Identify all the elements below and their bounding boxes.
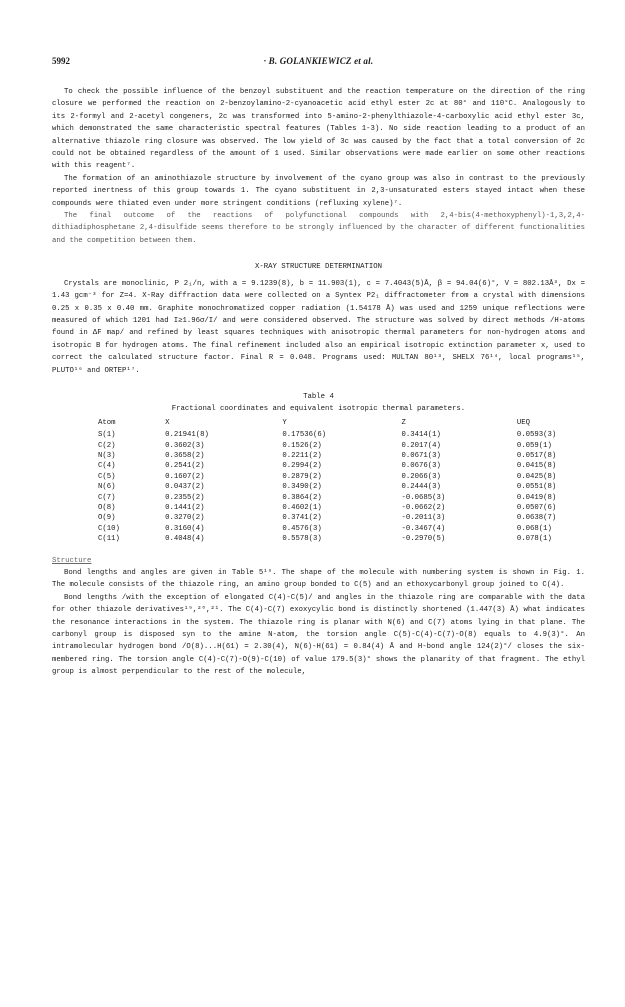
table-row <box>98 534 585 544</box>
table-row <box>98 524 585 534</box>
atom-cell: O(9) <box>98 514 116 523</box>
value-cell: 0.3414(1) <box>401 431 441 440</box>
coordinates-table <box>98 418 585 545</box>
value-cell: -0.0662(2) <box>401 504 446 512</box>
value-cell: 0.2444(3) <box>401 483 441 492</box>
paragraph-benzoyl: To check the possible influence of the benzoyl substituent and the reaction temperature on the direction of the ring closure we performed the reaction on 2-benzoylamino-2-cyanoacetic acid ethyl ester 2c at 80° and 110°C. Analogously to its 2-formyl and 2-acetyl congeners, 2c was transformed into 5-amino-2-phenylthiazole-4-carboxylic acid ethyl ester 3c, which demonstrated the same characteristic spectral features (Tables 1-3). No side reaction leading to a product of an alternative thiazole ring closure was observed. The low yield of 3c was caused by the fact that a total conversion of 2c could not be obtained regardless of the amount of 1 used. Similar observations were made earlier on some other reactions with this reagent⁷. <box>52 88 585 171</box>
value-cell: 0.21941(8) <box>165 431 209 440</box>
value-cell: 0.2211(2) <box>282 451 322 460</box>
value-cell: 0.0437(2) <box>165 483 205 492</box>
value-cell: 0.3741(2) <box>282 514 322 523</box>
table-body <box>98 430 585 544</box>
value-cell: 0.2355(2) <box>165 493 205 502</box>
value-cell: 0.078(1) <box>516 535 552 544</box>
value-cell: 0.1441(2) <box>165 504 205 512</box>
table-row <box>98 503 585 513</box>
value-cell: -0.2970(5) <box>401 535 446 544</box>
column-header: UEQ <box>516 418 530 427</box>
value-cell: 0.2541(2) <box>165 462 205 471</box>
value-cell: 0.3270(2) <box>165 514 205 523</box>
column-header: X <box>165 418 170 427</box>
atom-cell: C(4) <box>98 462 116 471</box>
paragraph-outcome: The final outcome of the reactions of polyfunctional compounds with 2,4-bis(4-methoxyphenyl)-1,3,2,4-dithiadiphosphetane 2,4-disulfide seems therefore to be strongly influenced by the character of different functionalities and the competition between them. <box>52 212 585 245</box>
table-row <box>98 482 585 492</box>
table-title: Fractional coordinates and equivalent isotropic thermal parameters. <box>171 405 466 414</box>
value-cell: 0.3864(2) <box>282 493 322 502</box>
atom-cell: N(6) <box>98 483 116 492</box>
value-cell: 0.4576(3) <box>282 524 322 533</box>
value-cell: -0.3467(4) <box>401 524 446 533</box>
value-cell: 0.2017(4) <box>401 441 441 450</box>
atom-cell: C(5) <box>98 472 116 481</box>
column-header: Atom <box>98 418 116 427</box>
value-cell: 0.2066(3) <box>401 472 441 481</box>
value-cell: 0.0517(8) <box>516 451 557 460</box>
table-row <box>98 430 585 440</box>
table-row <box>98 451 585 461</box>
value-cell: 0.0507(6) <box>516 504 557 512</box>
atom-cell: C(7) <box>98 493 116 502</box>
atom-cell: S(1) <box>98 431 116 440</box>
article-body <box>52 86 585 679</box>
table-row <box>98 513 585 523</box>
value-cell: 0.2994(2) <box>282 462 322 471</box>
value-cell: 0.2879(2) <box>282 472 322 481</box>
table-row <box>98 461 585 471</box>
value-cell: 0.5578(3) <box>282 535 322 544</box>
atom-cell: C(11) <box>98 535 120 544</box>
atom-cell: O(8) <box>98 504 116 512</box>
value-cell: -0.0685(3) <box>401 493 446 502</box>
table-row <box>98 493 585 503</box>
paragraph-structure-1: Bond lengths and angles are given in Table 5¹⁸. The shape of the molecule with numbering system is shown in Fig. 1. The molecule consists of the thiazole ring, an amino group bonded to C(5) and an ethoxycarbonyl group joined to C(4). <box>52 569 585 590</box>
value-cell: 0.0415(8) <box>516 462 557 471</box>
value-cell: -0.2011(3) <box>401 514 446 523</box>
value-cell: 0.3160(4) <box>165 524 205 533</box>
value-cell: 0.3602(3) <box>165 441 205 450</box>
page-number: 5992 <box>52 56 70 66</box>
value-cell: 0.068(1) <box>516 524 552 533</box>
value-cell: 0.0419(8) <box>516 493 557 502</box>
paragraph-structure-2: Bond lengths /with the exception of elongated C(4)-C(5)/ and angles in the thiazole ring are comparable with the data for other thiazole derivatives¹⁹,²⁰,²¹. The C(4)-C(7) exoxycylic bond is distinctly shortened (1.447(3) Å) what indicates the resonance interactions in the system. The thiazole ring is planar with N(6) and C(7) atoms lying in that plane. The carbonyl group is disposed syn to the amine N-atom, the torsion angle C(5)-C(4)-C(7)-O(8) equals to 4.9(3)°. An intramolecular hydrogen bond /O(8)...H(61) = 2.30(4), N(6)-H(61) = 0.84(4) Å and H-bond angle 124(2)°/ closes the six-membered ring. The torsion angle C(4)-C(7)-O(9)-C(10) of value 179.5(3)° shows the planarity of that fragment. The ethyl group is almost perpendicular to the rest of the molecule, <box>52 593 585 677</box>
value-cell: 0.3490(2) <box>282 483 322 492</box>
value-cell: 0.17536(6) <box>282 431 327 440</box>
table-caption: Table 4 <box>303 392 334 401</box>
value-cell: 0.1607(2) <box>165 472 205 481</box>
value-cell: 0.0671(3) <box>401 451 441 460</box>
value-cell: 0.4602(1) <box>282 504 322 512</box>
section-title: X-RAY STRUCTURE DETERMINATION <box>255 263 382 272</box>
value-cell: 0.0425(8) <box>516 472 557 481</box>
value-cell: 0.0676(3) <box>401 462 441 471</box>
table-row <box>98 441 585 451</box>
value-cell: 0.3658(2) <box>165 451 205 460</box>
column-header: Y <box>282 418 287 427</box>
value-cell: 0.0593(3) <box>516 431 557 440</box>
paragraph-cyano: The formation of an aminothiazole structure by involvement of the cyano group was also in contrast to the previously reported inertness of this group towards 1. The cyano substituent in 2,3-unsaturated esters stayed intact when these compounds were thiated even under more stringent conditions (refluxing xylene)⁷. <box>52 174 585 208</box>
atom-cell: N(3) <box>98 451 116 460</box>
value-cell: 0.0638(7) <box>516 514 557 523</box>
value-cell: 0.1526(2) <box>282 441 322 450</box>
value-cell: 0.0551(8) <box>516 483 557 492</box>
atom-cell: C(10) <box>98 524 120 533</box>
column-header: Z <box>401 418 406 427</box>
value-cell: 0.4048(4) <box>165 535 205 544</box>
running-head: · B. GOLANKIEWICZ et al. <box>263 56 374 66</box>
table-header-row <box>98 418 585 430</box>
value-cell: 0.059(1) <box>516 441 552 450</box>
table-row <box>98 472 585 482</box>
structure-heading: Structure <box>52 556 92 565</box>
atom-cell: C(2) <box>98 441 116 450</box>
page-header <box>52 56 585 70</box>
paragraph-xray: Crystals are monoclinic, P 2₁/n, with a = 9.1239(8), b = 11.903(1), c = 7.4043(5)Å, β = 94.04(6)°, V = 802.13Å³, Dx = 1.43 gcm⁻³ for Z=4. X-Ray diffraction data were collected on a Syntex P2₁ diffractometer from a crystal with dimensions 0.25 x 0.35 x 0.40 mm. Graphite monochromatized copper radiation (1.54178 Å) was used and 1259 unique reflections were measured of which 1201 had I≥1.96σ/I/ and were considered observed. The structure was solved by direct methods /H-atoms found in ΔF map/ and refined by least squares techniques with anisotropic thermal parameters for non-hydrogen atoms and isotropic B for hydrogen atoms. The final refinement included also an empirical isotropic extinction parameter x, used to correct the calculated structure factor. Final R = 0.048. Programs used: MULTAN 80¹³, SHELX 76¹⁴, local programs¹⁵, PLUTO¹⁶ and ORTEP¹⁷. <box>52 279 585 375</box>
